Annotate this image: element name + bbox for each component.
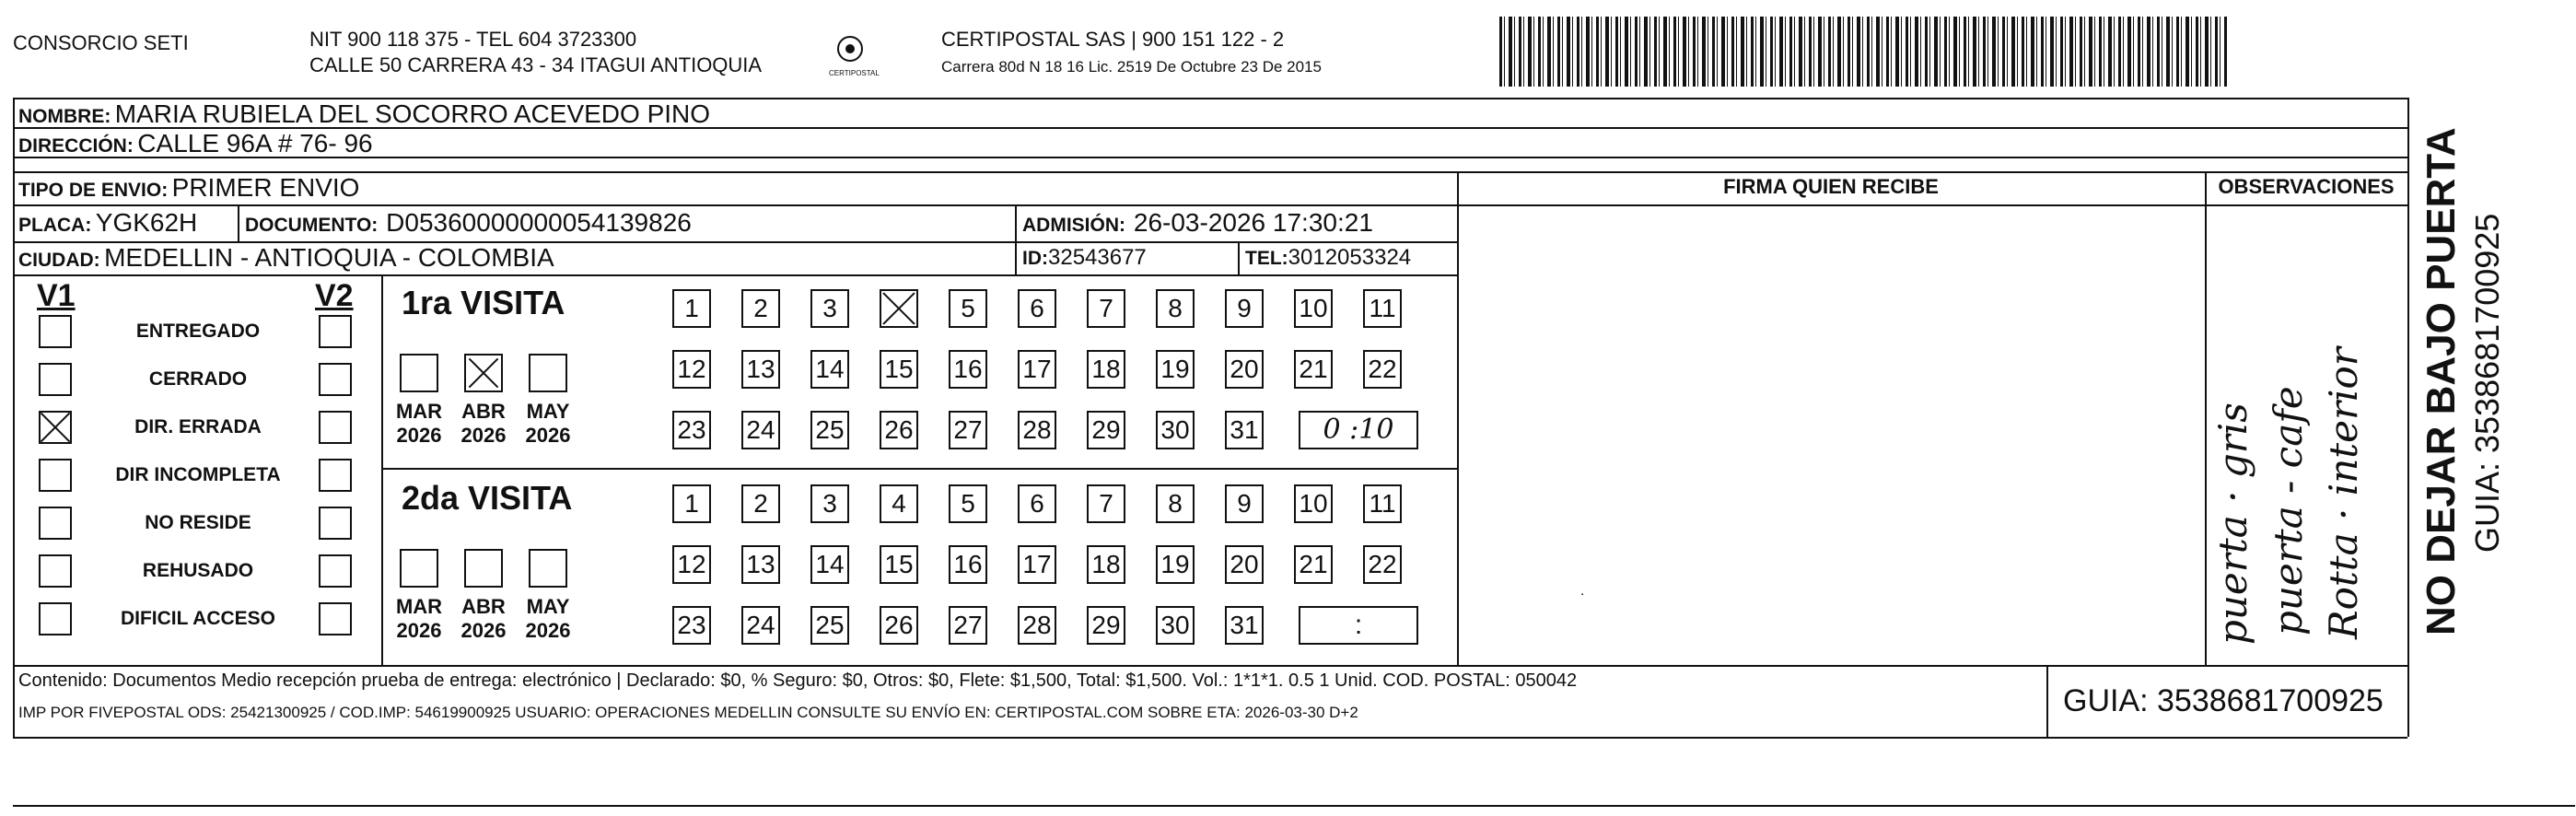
status-option-label: DIFICIL ACCESO (120, 608, 275, 629)
day-box[interactable]: 26 (880, 411, 918, 449)
footer-imp-line: IMP POR FIVEPOSTAL ODS: 25421300925 / COD.IMP: 54619900925 USUARIO: OPERACIONES MEDELLIN CONSULTE SU ENVÍO EN: CERTIPOSTAL.COM SOBRE ETA: 2026-03-30 D+2 (18, 704, 1358, 721)
rule (1457, 204, 2407, 206)
side-guia: GUIA: 3538681700925 (2468, 213, 2506, 553)
day-box[interactable]: 24 (741, 606, 780, 645)
license-line: Carrera 80d N 18 16 Lic. 2519 De Octubre 23 De 2015 (941, 58, 1322, 76)
v2-checkbox[interactable] (319, 507, 352, 540)
nombre-value: MARIA RUBIELA DEL SOCORRO ACEVEDO PINO (114, 99, 711, 128)
month-label: MAY 2026 (525, 400, 571, 447)
day-box[interactable]: 7 (1087, 484, 1125, 523)
rule (1457, 171, 1459, 665)
visit-title: 2da VISITA (402, 479, 573, 517)
day-box[interactable]: 18 (1087, 545, 1125, 584)
day-box[interactable]: 19 (1156, 545, 1195, 584)
month-label: ABR 2026 (460, 400, 507, 447)
tel-value: 3012053324 (1288, 245, 1412, 270)
day-box[interactable]: 16 (949, 350, 987, 389)
day-box[interactable]: 28 (1018, 411, 1056, 449)
rule (13, 665, 2407, 667)
month-checkbox[interactable] (400, 354, 438, 392)
certipostal-line: CERTIPOSTAL SAS | 900 151 122 - 2 (941, 28, 1285, 51)
month-label: MAY 2026 (525, 595, 571, 642)
day-box[interactable]: 2 (741, 289, 780, 328)
day-box[interactable]: 28 (1018, 606, 1056, 645)
no-dejar-warning: NO DEJAR BAJO PUERTA (2419, 127, 2464, 635)
day-box[interactable]: 13 (741, 545, 780, 584)
address-line: CALLE 50 CARRERA 43 - 34 ITAGUI ANTIOQUIA (309, 53, 763, 76)
day-box[interactable]: 13 (741, 350, 780, 389)
status-option-label: ENTREGADO (135, 321, 261, 342)
certipostal-logo: CERTIPOSTAL (829, 33, 871, 76)
tipo-envio-value: PRIMER ENVIO (171, 173, 360, 202)
v2-checkbox[interactable] (319, 363, 352, 396)
company-name: CONSORCIO SETI (13, 31, 189, 54)
day-box[interactable]: 25 (810, 606, 849, 645)
visit-title: 1ra VISITA (402, 284, 565, 321)
admision-field: ADMISIÓN: 26-03-2026 17:30:21 (1022, 208, 1373, 237)
rule (2046, 665, 2048, 737)
day-box[interactable]: 5 (949, 289, 987, 328)
day-box[interactable]: 24 (741, 411, 780, 449)
month-checkbox[interactable] (529, 354, 567, 392)
visit-time-box[interactable]: 0 :10 (1299, 411, 1418, 449)
rule (238, 204, 239, 241)
rule (2205, 171, 2207, 665)
day-box[interactable]: 14 (810, 545, 849, 584)
day-box[interactable]: 8 (1156, 289, 1195, 328)
footer-content-line: Contenido: Documentos Medio recepción prueba de entrega: electrónico | Declarado: $0, % Seguro: $0, Otros: $0, Flete: $1,500, Total: $1,500. Vol.: 1*1*1. 0.5 1 Unid. COD. POSTAL: 050042 (18, 670, 1578, 691)
day-box[interactable]: 1 (672, 484, 711, 523)
day-box[interactable]: 9 (1225, 484, 1264, 523)
day-box[interactable]: 12 (672, 545, 711, 584)
rule (1015, 204, 1017, 274)
footer-guia: GUIA: 3538681700925 (2063, 683, 2384, 718)
v1-checkbox[interactable] (39, 459, 72, 492)
day-box[interactable]: 17 (1018, 350, 1056, 389)
rule (13, 98, 15, 737)
v1-header: V1 (37, 278, 76, 313)
day-box[interactable]: 9 (1225, 289, 1264, 328)
direccion-value: CALLE 96A # 76- 96 (137, 129, 373, 157)
nit-line: NIT 900 118 375 - TEL 604 3723300 (309, 28, 637, 51)
day-box[interactable]: 1 (672, 289, 711, 328)
day-box[interactable]: 19 (1156, 350, 1195, 389)
documento-field: DOCUMENTO: D05360000000054139826 (245, 208, 692, 237)
visit-time-box[interactable]: : (1299, 606, 1418, 645)
day-box[interactable]: 21 (1294, 350, 1333, 389)
observacion-3: Rotta · interior (2321, 347, 2366, 639)
status-option-label: DIR INCOMPLETA (115, 464, 281, 485)
firma-header: FIRMA QUIEN RECIBE (1723, 175, 1939, 198)
day-box[interactable]: 16 (949, 545, 987, 584)
rule (381, 274, 383, 665)
month-checkbox[interactable] (529, 549, 567, 588)
day-box[interactable] (880, 289, 918, 328)
v1-checkbox[interactable] (39, 363, 72, 396)
signature-mark: ˙ (1580, 591, 1586, 610)
v2-checkbox[interactable] (319, 554, 352, 588)
month-label: ABR 2026 (460, 595, 507, 642)
day-box[interactable]: 30 (1156, 411, 1195, 449)
status-option-label: CERRADO (148, 368, 248, 390)
day-box[interactable]: 10 (1294, 484, 1333, 523)
v2-checkbox[interactable] (319, 315, 352, 348)
month-checkbox[interactable] (400, 549, 438, 588)
day-box[interactable]: 14 (810, 350, 849, 389)
day-box[interactable]: 11 (1363, 289, 1402, 328)
id-field: ID:32543677 (1022, 245, 1147, 270)
tipo-envio-field: TIPO DE ENVIO: PRIMER ENVIO (18, 173, 360, 202)
day-box[interactable]: 10 (1294, 289, 1333, 328)
day-box[interactable]: 4 (880, 484, 918, 523)
day-box[interactable]: 22 (1363, 545, 1402, 584)
month-checkbox[interactable] (464, 549, 503, 588)
status-option-label: DIR. ERRADA (134, 416, 262, 437)
rule (13, 274, 1457, 276)
day-box[interactable]: 27 (949, 411, 987, 449)
v2-checkbox[interactable] (319, 411, 352, 444)
day-box[interactable]: 20 (1225, 350, 1264, 389)
month-label: MAR 2026 (395, 595, 443, 642)
v1-checkbox[interactable] (39, 554, 72, 588)
day-box[interactable]: 6 (1018, 484, 1056, 523)
rule (13, 737, 2407, 739)
placa-value: YGK62H (95, 208, 198, 237)
rule (381, 468, 1457, 470)
day-box[interactable]: 29 (1087, 606, 1125, 645)
tel-field: TEL:3012053324 (1245, 245, 1412, 270)
day-box[interactable]: 15 (880, 350, 918, 389)
day-box[interactable]: 21 (1294, 545, 1333, 584)
day-box[interactable]: 2 (741, 484, 780, 523)
v1-checkbox[interactable] (39, 411, 72, 444)
day-box[interactable]: 26 (880, 606, 918, 645)
day-box[interactable]: 23 (672, 411, 711, 449)
barcode (1499, 17, 2227, 87)
rule (2407, 98, 2409, 737)
v1-checkbox[interactable] (39, 507, 72, 540)
status-option-label: NO RESIDE (145, 512, 251, 533)
v2-checkbox[interactable] (319, 459, 352, 492)
status-option-label: REHUSADO (142, 560, 254, 581)
ciudad-value: MEDELLIN - ANTIOQUIA - COLOMBIA (104, 243, 554, 272)
ciudad-field: CIUDAD: MEDELLIN - ANTIOQUIA - COLOMBIA (18, 243, 554, 272)
v1-checkbox[interactable] (39, 602, 72, 635)
observacion-1: puerta · gris (2210, 402, 2255, 645)
documento-value: D05360000000054139826 (386, 208, 692, 237)
day-box[interactable]: 3 (810, 484, 849, 523)
day-box[interactable]: 11 (1363, 484, 1402, 523)
day-box[interactable]: 25 (810, 411, 849, 449)
observacion-2: puerta - cafe (2266, 386, 2311, 635)
admision-value: 26-03-2026 17:30:21 (1133, 208, 1373, 237)
day-box[interactable]: 20 (1225, 545, 1264, 584)
v1-checkbox[interactable] (39, 315, 72, 348)
day-box[interactable]: 23 (672, 606, 711, 645)
direccion-field: DIRECCIÓN: CALLE 96A # 76- 96 (18, 129, 373, 157)
placa-field: PLACA: YGK62H (18, 208, 198, 237)
day-box[interactable]: 31 (1225, 411, 1264, 449)
day-box[interactable]: 18 (1087, 350, 1125, 389)
day-box[interactable]: 7 (1087, 289, 1125, 328)
rule (1238, 241, 1240, 274)
day-box[interactable]: 27 (949, 606, 987, 645)
day-box[interactable]: 3 (810, 289, 849, 328)
id-value: 32543677 (1048, 245, 1147, 270)
outer-rule (13, 805, 2575, 807)
day-box[interactable]: 15 (880, 545, 918, 584)
nombre-field: NOMBRE: MARIA RUBIELA DEL SOCORRO ACEVEDO PINO (18, 99, 711, 128)
day-box[interactable]: 22 (1363, 350, 1402, 389)
month-label: MAR 2026 (395, 400, 443, 447)
v2-checkbox[interactable] (319, 602, 352, 635)
observaciones-header: OBSERVACIONES (2218, 175, 2395, 198)
day-box[interactable]: 29 (1087, 411, 1125, 449)
v2-header: V2 (315, 278, 354, 313)
month-checkbox[interactable] (464, 354, 503, 392)
day-box[interactable]: 30 (1156, 606, 1195, 645)
day-box[interactable]: 6 (1018, 289, 1056, 328)
day-box[interactable]: 31 (1225, 606, 1264, 645)
day-box[interactable]: 17 (1018, 545, 1056, 584)
rule (13, 204, 1457, 206)
day-box[interactable]: 5 (949, 484, 987, 523)
rule (13, 171, 2407, 173)
day-box[interactable]: 8 (1156, 484, 1195, 523)
day-box[interactable]: 12 (672, 350, 711, 389)
